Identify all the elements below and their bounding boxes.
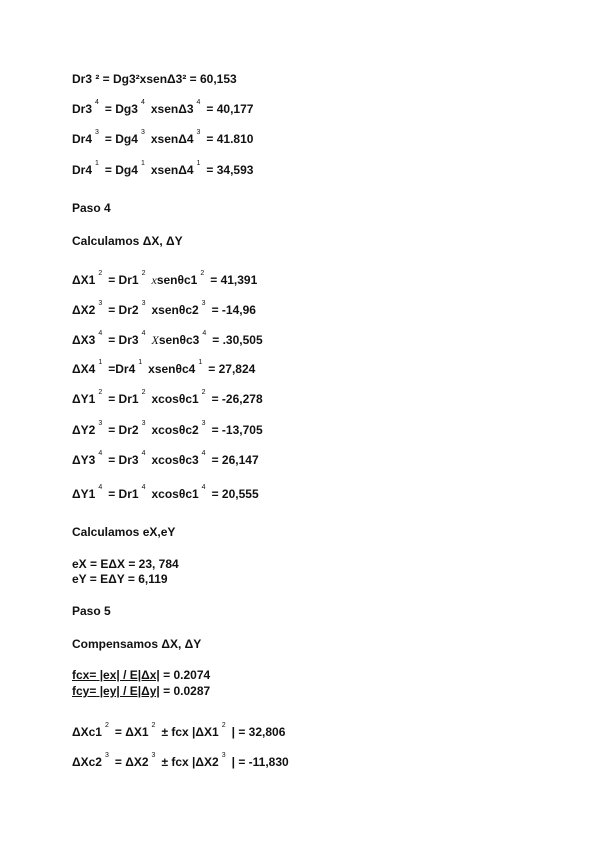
superscript: 1: [138, 359, 143, 366]
italic-x: x: [151, 273, 157, 287]
result: = -26,278: [211, 392, 263, 406]
term: xcosθc2: [151, 423, 199, 437]
superscript: 4: [95, 99, 99, 106]
superscript: 4: [141, 330, 146, 337]
term: = Dr1: [108, 392, 139, 406]
delta-row: [72, 300, 256, 320]
superscript: 1: [140, 160, 145, 167]
term: xcosθc1: [151, 392, 199, 406]
fcy-expression: |ey| / E|Δy|: [96, 684, 160, 698]
term: Dr4: [72, 163, 93, 177]
term: xcosθc3: [151, 453, 199, 467]
errors-heading: Calculamos eX,eY: [72, 525, 176, 539]
term: xsenΔ3: [150, 102, 194, 116]
term: ± fcx |ΔX1: [161, 725, 219, 739]
term: = ΔX2: [114, 755, 149, 769]
superscript: 4: [196, 99, 201, 106]
result: = 41.810: [206, 132, 254, 146]
term: senθc3: [158, 333, 200, 347]
result: = 41,391: [210, 273, 258, 287]
superscript: 2: [200, 270, 205, 277]
superscript: 1: [98, 359, 103, 366]
result: = 26,147: [211, 453, 259, 467]
superscript: 2: [98, 389, 103, 396]
term: = ΔX1: [114, 725, 149, 739]
ex-line: eX = EΔX = 23, 784: [72, 557, 179, 571]
delta-row: [72, 389, 263, 409]
term: Dr3: [72, 102, 93, 116]
superscript: 4: [141, 484, 146, 491]
delta-row: [72, 270, 258, 290]
paso4-title: Paso 4: [72, 201, 111, 215]
result: = .30,505: [212, 333, 263, 347]
term: = Dr2: [108, 423, 139, 437]
result: | = 32,806: [231, 725, 286, 739]
result: = -13,705: [211, 423, 263, 437]
superscript: 2: [141, 389, 146, 396]
superscript: 4: [201, 484, 206, 491]
paso5-title: Paso 5: [72, 604, 111, 618]
delta-row: [72, 420, 263, 440]
result: = -14,96: [211, 303, 256, 317]
result: = 40,177: [206, 102, 254, 116]
term: ΔY1: [72, 487, 96, 501]
delta-row: [72, 359, 256, 379]
term: = Dr2: [108, 303, 139, 317]
superscript: 3: [196, 129, 201, 136]
superscript: 1: [198, 359, 203, 366]
superscript: 1: [95, 160, 99, 167]
italic-x: X: [151, 333, 159, 347]
term: xsenθc4: [148, 362, 196, 376]
superscript: 3: [201, 420, 206, 427]
term: xcosθc1: [151, 487, 199, 501]
result: = 20,555: [211, 487, 259, 501]
superscript: 3: [151, 752, 156, 759]
dr3-4-equation: [72, 99, 254, 119]
term: senθc1: [156, 273, 198, 287]
term: xsenΔ4: [150, 163, 194, 177]
superscript: 2: [151, 722, 156, 729]
term: ΔY2: [72, 423, 96, 437]
term: = Dr1: [108, 487, 139, 501]
superscript: 4: [140, 99, 145, 106]
term: = Dg3: [104, 102, 138, 116]
fcx-line: [72, 668, 210, 682]
ey-line: eY = EΔY = 6,119: [72, 572, 168, 586]
term: = Dr3: [108, 333, 139, 347]
term: ΔY1: [72, 392, 96, 406]
superscript: 3: [140, 129, 145, 136]
superscript: 2: [104, 722, 109, 729]
term: = Dr1: [108, 273, 139, 287]
superscript: 4: [98, 330, 103, 337]
term: ΔX4: [72, 362, 96, 376]
superscript: 3: [98, 420, 103, 427]
fcx-expression: |ex| / E|Δx|: [96, 668, 160, 682]
fcy-line: [72, 684, 210, 698]
term: Dr4: [72, 132, 93, 146]
superscript: 2: [201, 389, 206, 396]
dr4-3-equation: [72, 129, 254, 149]
term: = Dg4: [104, 132, 138, 146]
term: ΔXc2: [72, 755, 102, 769]
result: = 27,824: [208, 362, 256, 376]
superscript: 4: [98, 484, 103, 491]
dr3-2-text: Dr3 ² = Dg3²xsenΔ3² = 60,153: [72, 72, 237, 86]
paso5-heading: Compensamos ΔX, ΔY: [72, 637, 202, 651]
fcy-value: = 0.0287: [159, 684, 211, 698]
term: xsenθc2: [151, 303, 199, 317]
superscript: 4: [201, 450, 206, 457]
superscript: 1: [196, 160, 201, 167]
result: = 34,593: [206, 163, 254, 177]
superscript: 2: [221, 722, 226, 729]
compensated-row: [72, 722, 286, 742]
delta-row: [72, 484, 259, 504]
fcy-label: fcy=: [72, 684, 97, 698]
term: ΔX3: [72, 333, 96, 347]
superscript: 4: [202, 330, 207, 337]
term: ± fcx |ΔX2: [161, 755, 219, 769]
superscript: 3: [104, 752, 109, 759]
paso4-heading: Calculamos ΔX, ΔY: [72, 234, 183, 248]
delta-row: [72, 450, 259, 470]
superscript: 3: [201, 300, 206, 307]
superscript: 4: [141, 450, 146, 457]
superscript: 3: [95, 129, 99, 136]
fcx-label: fcx=: [72, 668, 97, 682]
compensated-row: [72, 752, 289, 772]
term: xsenΔ4: [150, 132, 194, 146]
term: = Dg4: [104, 163, 138, 177]
superscript: 4: [98, 450, 103, 457]
term: ΔY3: [72, 453, 96, 467]
superscript: 3: [141, 420, 146, 427]
delta-row: [72, 330, 263, 350]
superscript: 2: [141, 270, 146, 277]
superscript: 3: [98, 300, 103, 307]
dr4-1-equation: [72, 160, 254, 180]
term: =Dr4: [108, 362, 136, 376]
term: = Dr3: [108, 453, 139, 467]
superscript: 3: [141, 300, 146, 307]
result: | = -11,830: [231, 755, 289, 769]
fcx-value: = 0.2074: [159, 668, 211, 682]
superscript: 3: [221, 752, 226, 759]
superscript: 2: [98, 270, 103, 277]
term: ΔXc1: [72, 725, 102, 739]
term: ΔX1: [72, 273, 96, 287]
term: ΔX2: [72, 303, 96, 317]
dr3-2-equation: [72, 72, 237, 86]
